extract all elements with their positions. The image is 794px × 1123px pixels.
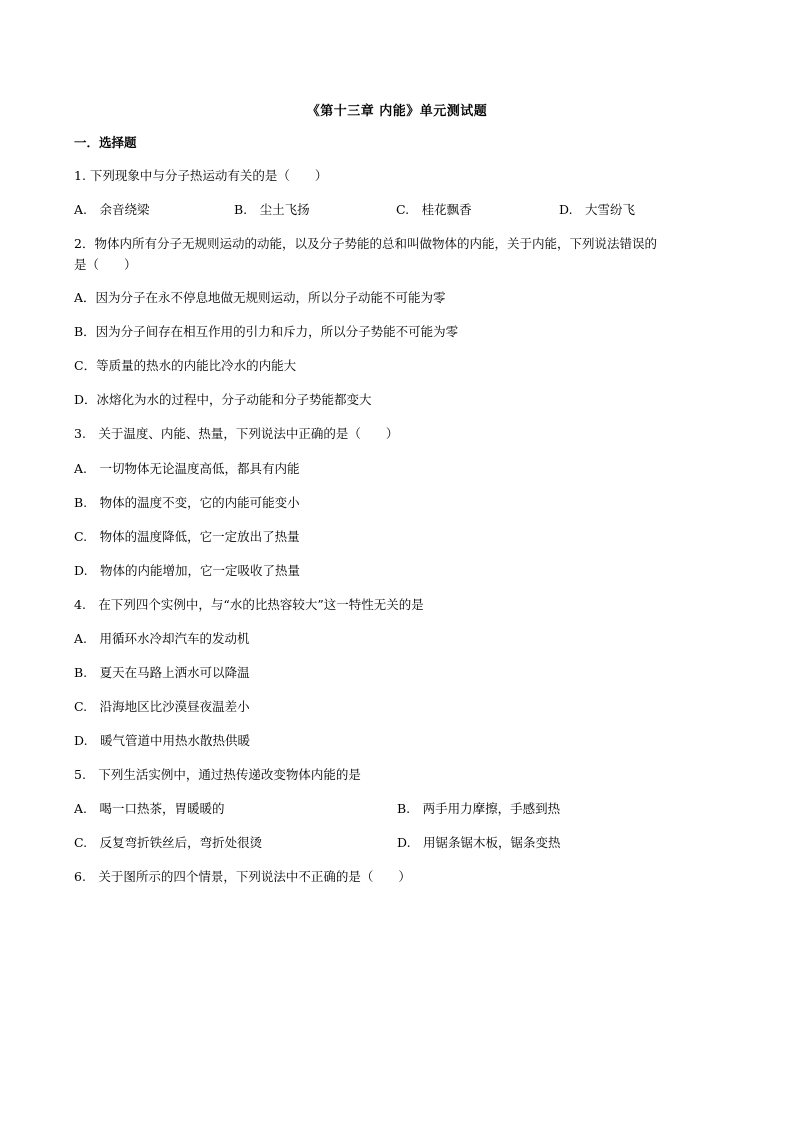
page-title: 《第十三章 内能》单元测试题 <box>306 104 488 119</box>
question-3-stem: 3. 关于温度、内能、热量，下列说法中正确的是（ ） <box>74 426 399 441</box>
question-5-option-a: A. 喝一口热茶，胃暖暖的 <box>74 801 225 816</box>
question-2-option-a: A．因为分子在永不停息地做无规则运动，所以分子动能不可能为零 <box>74 290 446 305</box>
question-5-option-b: B. 两手用力摩擦，手感到热 <box>397 801 561 816</box>
question-5-option-c: C. 反复弯折铁丝后，弯折处很烫 <box>74 835 263 850</box>
question-2-stem-line-1: 2．物体内所有分子无规则运动的动能，以及分子势能的总和叫做物体的内能，关于内能，下列说法错误的 <box>74 236 657 251</box>
question-1-option-a: A. 余音绕梁 <box>74 202 150 217</box>
question-4-stem: 4. 在下列四个实例中，与“水的比热容较大”这一特性无关的是 <box>74 597 424 612</box>
question-5-options-row-2 <box>74 833 724 853</box>
question-1-option-d: D. 大雪纷飞 <box>559 202 636 217</box>
question-1-stem: 1. 下列现象中与分子热运动有关的是（ ） <box>74 168 328 183</box>
question-4-option-c: C. 沿海地区比沙漠昼夜温差小 <box>74 699 250 714</box>
question-6-stem: 6. 关于图所示的四个情景，下列说法中不正确的是（ ） <box>74 869 411 884</box>
question-3-option-a: A. 一切物体无论温度高低，都具有内能 <box>74 461 300 476</box>
question-4-option-d: D. 暖气管道中用热水散热供暖 <box>74 733 251 748</box>
question-5-options-row-1 <box>74 799 724 819</box>
question-1-option-c: C. 桂花飘香 <box>396 202 472 217</box>
question-1-option-b: B. 尘土飞扬 <box>234 202 310 217</box>
question-4-option-b: B. 夏天在马路上洒水可以降温 <box>74 665 250 680</box>
question-2-option-d: D．冰熔化为水的过程中，分子动能和分子势能都变大 <box>74 392 372 407</box>
question-5-option-d: D. 用锯条锯木板，锯条变热 <box>397 835 561 850</box>
question-2-option-b: B．因为分子间存在相互作用的引力和斥力，所以分子势能不可能为零 <box>74 324 459 339</box>
question-1-options <box>74 200 724 220</box>
section-heading: 一．选择题 <box>74 135 137 150</box>
question-3-option-b: B. 物体的温度不变，它的内能可能变小 <box>74 495 300 510</box>
question-2-stem-line-2: 是（ ） <box>74 257 137 272</box>
question-3-option-c: C. 物体的温度降低，它一定放出了热量 <box>74 529 300 544</box>
question-5-stem: 5. 下列生活实例中，通过热传递改变物体内能的是 <box>74 767 361 782</box>
question-3-option-d: D. 物体的内能增加，它一定吸收了热量 <box>74 563 301 578</box>
question-2-option-c: C．等质量的热水的内能比冷水的内能大 <box>74 358 297 373</box>
question-4-option-a: A. 用循环水冷却汽车的发动机 <box>74 631 250 646</box>
